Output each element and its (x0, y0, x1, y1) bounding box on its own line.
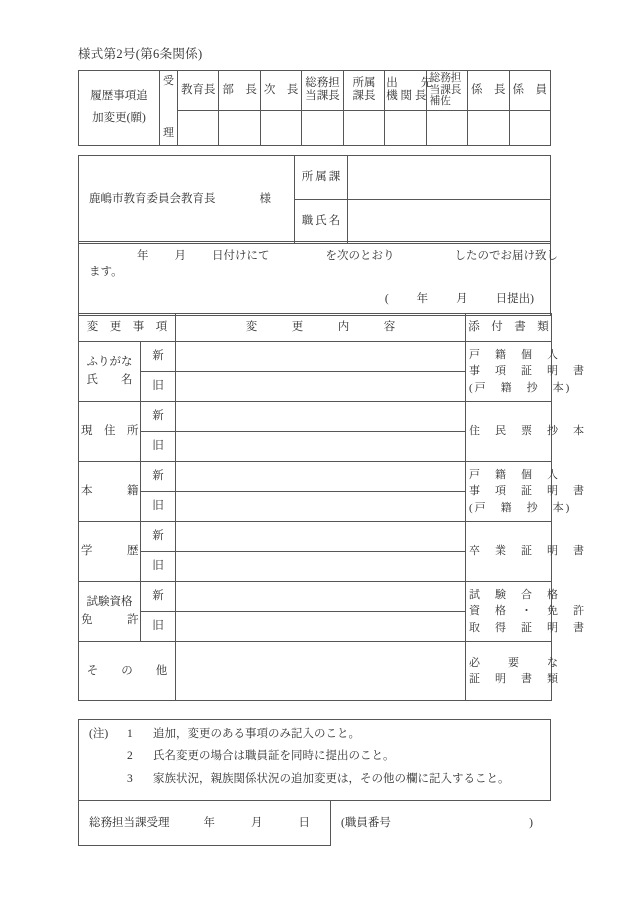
note-2-text: 氏名変更の場合は職員証を同時に提出のこと。 (153, 750, 395, 763)
approval-col-4-line2: 課長 (352, 90, 376, 103)
row-label-address-line1: 現 住 所 (81, 424, 139, 437)
addressee-row-department (79, 156, 551, 200)
note-1-text: 追加，変更のある事項のみ記入のこと。 (153, 728, 360, 740)
row-honseki-new-field[interactable] (176, 462, 466, 492)
row-honseki-attachment-line1: 戸 籍 個 人 (469, 468, 560, 481)
change-table-header-row (79, 314, 552, 342)
approval-col-header-somu-kacho (302, 71, 343, 111)
table-row-address-new (79, 402, 552, 432)
statement-cell (79, 242, 558, 316)
row-label-license (79, 582, 141, 642)
addressee-name-field[interactable] (348, 200, 551, 244)
note-3-number: 3 (127, 772, 133, 785)
row-address-old-field[interactable] (176, 432, 466, 462)
row-address-attachment-line1: 住 民 票 抄 本 (469, 425, 586, 438)
row-name-attachment-line3: (戸 籍 抄 本) (469, 381, 572, 394)
notes-table (78, 719, 551, 801)
row-license-attachment (466, 582, 586, 642)
approval-stamp-somu-kacho-hosa[interactable] (426, 110, 467, 145)
statement-submit-line (89, 292, 540, 306)
row-name-new-field[interactable] (176, 342, 466, 372)
approval-col-6-line3: 補佐 (429, 96, 451, 108)
addressee-name-label (295, 200, 348, 244)
approval-col-1-line1: 部 長 (222, 83, 257, 96)
row-address-new-label: 新 (141, 402, 176, 432)
addressee-department-label (295, 156, 348, 200)
row-license-old-label: 旧 (141, 612, 176, 642)
approval-stamp-shozoku-kacho[interactable] (343, 110, 384, 145)
row-label-license-line1: 試験資格 (86, 595, 133, 608)
note-2-spacer (89, 749, 121, 763)
row-license-new-label: 新 (141, 582, 176, 612)
approval-col-header-kakaricho (468, 71, 509, 111)
row-label-honseki-line1: 本 籍 (81, 484, 139, 497)
row-other-field[interactable] (176, 642, 466, 701)
note-2-number: 2 (127, 750, 133, 763)
approval-col-header-kyoikucho (178, 71, 219, 111)
statement-year-label: 年 (137, 250, 149, 262)
row-name-attachment-line1: 戸 籍 個 人 (469, 348, 560, 361)
approval-stamp-kyoikucho[interactable] (178, 110, 219, 145)
row-label-honseki (79, 462, 141, 522)
approval-col-5-line1: 出 先 (386, 76, 433, 89)
row-address-old-label: 旧 (141, 432, 176, 462)
note-item-2 (89, 749, 542, 763)
row-education-attachment-line1: 卒 業 証 明 書 (469, 545, 586, 558)
notes-cell (79, 720, 551, 801)
row-license-attachment-line3: 取 得 証 明 書 (469, 621, 586, 634)
row-education-old-field[interactable] (176, 552, 466, 582)
row-label-education (79, 522, 141, 582)
statement-tail-text: したのでお届け致し (454, 250, 558, 262)
approval-stamp-somu-kacho[interactable] (302, 110, 343, 145)
bottom-employee-number-label: (職員番号 (341, 816, 391, 829)
row-address-new-field[interactable] (176, 402, 466, 432)
approval-stamp-jicho[interactable] (260, 110, 301, 145)
statement-month-label: 月 (174, 250, 186, 262)
approval-col-header-kakariin (509, 71, 551, 111)
approval-col-5-line2: 機 関 長 (386, 90, 427, 103)
note-3-spacer (89, 772, 121, 786)
approval-receipt-cell (160, 71, 178, 146)
table-row-name-new (79, 342, 552, 372)
row-license-attachment-line2: 資 格 ・ 免 許 (469, 605, 586, 618)
addressee-department-label-text: 所属課 (301, 171, 343, 184)
row-license-old-field[interactable] (176, 612, 466, 642)
row-honseki-attachment (466, 462, 586, 522)
notes-tag: (注) (89, 728, 109, 740)
approval-col-6-line2: 当課長 (429, 84, 462, 96)
row-other-attachment (466, 642, 560, 701)
notes-row (79, 720, 551, 801)
note-item-3 (89, 772, 542, 786)
approval-col-3-line1: 総務担 (305, 76, 340, 89)
row-name-old-field[interactable] (176, 372, 466, 402)
approval-col-0-line1: 教育長 (180, 83, 216, 96)
note-3-text: 家族状況，親族関係状況の追加変更は，その他の欄に記入すること。 (153, 772, 510, 785)
approval-col-8-line1: 係 員 (512, 83, 547, 96)
approval-stamp-kakaricho[interactable] (468, 110, 509, 145)
approval-col-7-line1: 係 長 (471, 83, 506, 96)
approval-col-header-desaki-kikancho (385, 71, 433, 111)
addressee-recipient: 鹿嶋市教育委員会教育長 (89, 193, 216, 206)
row-honseki-old-field[interactable] (176, 492, 466, 522)
row-other-attachment-line1: 必 要 な (469, 656, 560, 669)
row-label-license-line2: 免 許 (81, 613, 139, 626)
addressee-department-field[interactable] (348, 156, 551, 200)
approval-stamp-bucho[interactable] (219, 110, 260, 145)
row-honseki-old-label: 旧 (141, 492, 176, 522)
form-title: 様式第2号(第6条関係) (78, 47, 203, 61)
approval-receipt-bottom: 理 (163, 127, 174, 140)
bottom-receipt-cell[interactable] (79, 801, 331, 846)
row-label-other: そ の 他 (79, 642, 176, 701)
row-name-old-label: 旧 (141, 372, 176, 402)
bottom-year-label: 年 (203, 816, 215, 829)
bottom-month-label: 月 (251, 816, 263, 829)
statement-submit-year: 年 (416, 292, 429, 305)
approval-col-4-line1: 所属 (352, 76, 376, 89)
row-name-new-label: 新 (141, 342, 176, 372)
approval-col-header-shozoku-kacho (343, 71, 384, 111)
approval-table (78, 70, 551, 146)
approval-subject-cell (79, 71, 160, 146)
statement-submit-day: 日提出) (495, 292, 534, 305)
approval-header-row (79, 71, 551, 111)
approval-stamp-desaki-kikancho[interactable] (385, 110, 426, 145)
row-honseki-attachment-line3: (戸 籍 抄 本) (469, 501, 572, 514)
bottom-employee-number-cell[interactable] (331, 801, 552, 846)
approval-subject-line1: 履歴事項追 (90, 90, 148, 103)
statement-submit-open: ( (384, 292, 389, 305)
statement-middle-text: を次のとおり (325, 250, 395, 262)
addressee-table (78, 155, 551, 244)
statement-line2: ます。 (89, 266, 123, 279)
header-attachment: 添 付 書 類 (466, 314, 552, 342)
bottom-paren-close: ) (529, 816, 533, 829)
table-row-education-new (79, 522, 552, 552)
row-license-attachment-line1: 試 験 合 格 (469, 588, 560, 601)
row-label-name-line2: 氏 名 (86, 373, 133, 386)
approval-col-header-somu-kacho-hosa (426, 71, 467, 111)
row-label-name (79, 342, 141, 402)
row-education-old-label: 旧 (141, 552, 176, 582)
statement-table (78, 241, 558, 316)
statement-line1 (89, 249, 558, 263)
row-label-address (79, 402, 141, 462)
row-other-attachment-line2: 証 明 書 類 (469, 673, 560, 685)
bottom-receipt-label: 総務担当課受理 (89, 816, 170, 829)
statement-submit-month: 月 (456, 292, 468, 305)
row-name-attachment-line2: 事 項 証 明 書 (469, 365, 586, 378)
approval-subject-line2: 加変更(願) (92, 111, 146, 124)
table-row-license-new (79, 582, 552, 612)
note-item-1 (89, 727, 542, 741)
bottom-day-label: 日 (298, 816, 310, 829)
row-honseki-attachment-line2: 事 項 証 明 書 (469, 485, 586, 498)
change-table (78, 313, 586, 701)
addressee-recipient-cell (79, 156, 295, 244)
row-address-attachment (466, 402, 586, 462)
approval-receipt-top: 受 (163, 74, 174, 87)
table-row-honseki-new (79, 462, 552, 492)
note-1-number: 1 (127, 728, 133, 740)
row-license-new-field[interactable] (176, 582, 466, 612)
statement-date-suffix: 日付けにて (212, 250, 270, 262)
bottom-receipt-row (79, 801, 552, 846)
row-label-education-line1: 学 歴 (81, 544, 139, 557)
approval-col-3-line2: 当課長 (305, 90, 340, 103)
addressee-name-label-text: 職氏名 (301, 215, 343, 228)
header-change-item: 変 更 事 項 (79, 314, 176, 342)
bottom-receipt-table (78, 800, 551, 846)
approval-col-header-bucho (219, 71, 260, 111)
addressee-honorific: 様 (259, 193, 271, 206)
row-education-new-label: 新 (141, 522, 176, 552)
approval-col-header-jicho (260, 71, 301, 111)
row-name-attachment (466, 342, 586, 402)
row-honseki-new-label: 新 (141, 462, 176, 492)
header-change-content: 変 更 内 容 (176, 314, 466, 342)
row-education-new-field[interactable] (176, 522, 466, 552)
approval-col-2-line1: 次 長 (263, 83, 299, 96)
row-label-name-line1: ふりがな (86, 355, 133, 368)
approval-col-6-line1: 総務担 (429, 73, 462, 84)
approval-stamp-kakariin[interactable] (509, 110, 551, 145)
row-education-attachment (466, 522, 586, 582)
table-row-other (79, 642, 552, 701)
statement-row (79, 242, 551, 316)
